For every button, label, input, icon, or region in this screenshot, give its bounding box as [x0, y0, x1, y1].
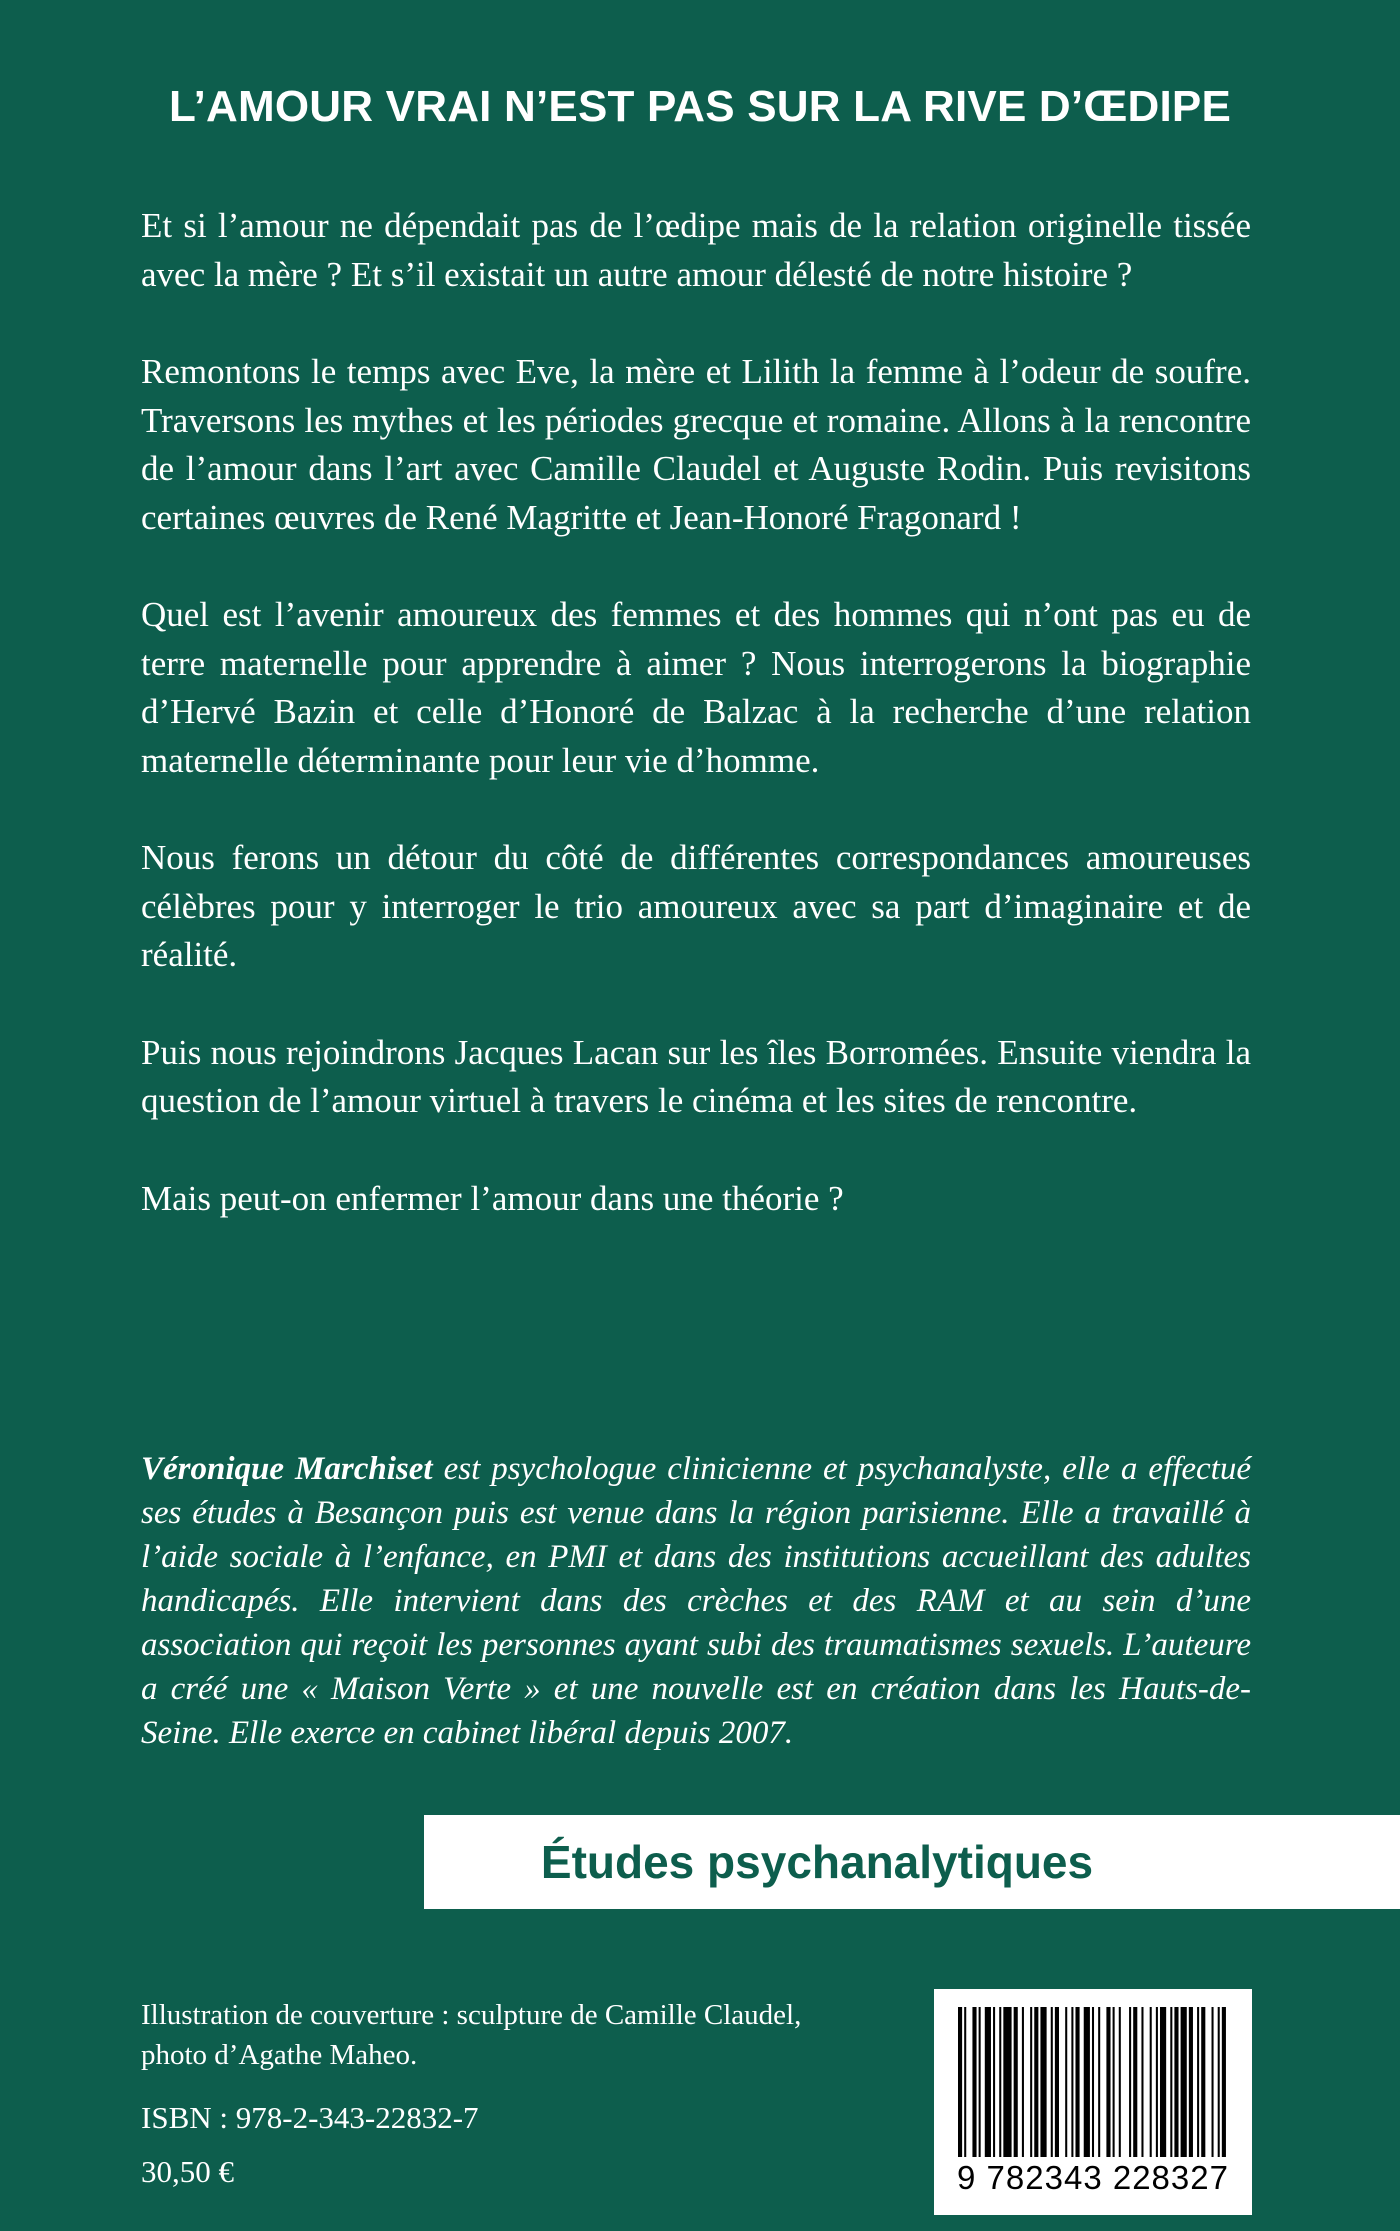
series-banner	[424, 1815, 1400, 1909]
author-name: Véronique Marchiset	[141, 1451, 433, 1487]
barcode-bar	[1150, 2007, 1152, 2157]
barcode-bar	[1181, 2007, 1187, 2157]
synopsis-paragraph: Puis nous rejoindrons Jacques Lacan sur les îles Borromées. Ensuite viendra la question de l’amour virtuel à travers le cinéma et les sites de rencontre.	[141, 1032, 1251, 1120]
barcode-bar	[1040, 2007, 1046, 2157]
barcode-digits: 9 782343 228327	[957, 2159, 1229, 2196]
barcode-bar	[1084, 2007, 1090, 2157]
barcode-bar	[1075, 2007, 1079, 2157]
barcode-bar	[1051, 2007, 1053, 2157]
synopsis	[141, 202, 1251, 1272]
book-title: L’AMOUR VRAI N’EST PAS SUR LA RIVE D’ŒDIPE	[168, 82, 1232, 131]
barcode-bar	[1034, 2007, 1038, 2157]
credits-line: Illustration de couverture : sculpture de Camille Claudel,	[141, 1999, 802, 2031]
barcode-bar	[1133, 2007, 1137, 2157]
barcode-bar	[1201, 2007, 1205, 2157]
isbn: ISBN : 978-2-343-22832-7	[141, 2100, 479, 2135]
barcode-bar	[1071, 2007, 1073, 2157]
author-bio-text: est psychologue clinicienne et psychanalyste, elle a effectué ses études à Besançon puis est venue dans la région parisienne. Elle a travaillé à l’aide sociale à l’enfance, en PMI et dans des institutions accueillant des adultes handicapés. Elle intervient dans des crèches et des RAM et au sein d’une association qui reçoit les personnes ayant subi des traumatismes sexuels. L’auteure a créé une « Maison Verte » et une nouvelle est en création dans les Hauts-de-Seine. Elle exerce en cabinet libéral depuis 2007.	[141, 1451, 1251, 1751]
barcode-bars	[958, 2007, 1228, 2157]
barcode-bar	[1106, 2007, 1110, 2157]
barcode-bar	[1197, 2007, 1199, 2157]
barcode-bar	[1189, 2007, 1193, 2157]
barcode-bar	[1160, 2007, 1166, 2157]
barcode-bar	[1156, 2007, 1158, 2157]
barcode-bar	[1174, 2007, 1178, 2157]
synopsis-paragraph: Mais peut-on enfermer l’amour dans une théorie ?	[141, 1178, 844, 1218]
barcode-bar	[993, 2007, 995, 2157]
barcode	[934, 1989, 1252, 2215]
barcode-bar	[1014, 2007, 1018, 2157]
barcode-bar	[1022, 2007, 1024, 2157]
barcode-bar	[1119, 2007, 1121, 2157]
barcode-bar	[972, 2007, 976, 2157]
barcode-bar	[1098, 2007, 1100, 2157]
synopsis-paragraph: Remontons le temps avec Eve, la mère et Lilith la femme à l’odeur de soufre. Traversons les mythes et les périodes grecque et romaine. Allons à la rencontre de l’amour dans l’art avec Camille Claudel et Auguste Rodin. Puis revisitons certaines œuvres de René Magritte et Jean-Honoré Fragonard !	[141, 352, 1251, 537]
series-label: Études psychanalytiques	[540, 1836, 1094, 1888]
synopsis-paragraph: Quel est l’avenir amoureux des femmes et des hommes qui n’ont pas eu de terre maternelle pour apprendre à aimer ? Nous interrogerons la biographie d’Hervé Bazin et celle d’Honoré de Balzac à la recherche d’une relation maternelle déterminante pour leur vie d’homme.	[141, 595, 1251, 780]
barcode-bar	[958, 2007, 962, 2157]
barcode-bar	[1141, 2007, 1143, 2157]
barcode-bar	[1055, 2007, 1059, 2157]
barcode-bar	[985, 2007, 991, 2157]
barcode-bar	[1113, 2007, 1115, 2157]
credits-line: photo d’Agathe Maheo.	[141, 2039, 418, 2071]
barcode-bar	[1003, 2007, 1011, 2157]
barcode-bar	[979, 2007, 981, 2157]
author-bio	[141, 1447, 1251, 1755]
barcode-bar	[1030, 2007, 1032, 2157]
barcode-bar	[964, 2007, 966, 2157]
barcode-bar	[1218, 2007, 1220, 2157]
barcode-bar	[1065, 2007, 1067, 2157]
barcode-bar	[1222, 2007, 1226, 2157]
cover-credits	[141, 1995, 941, 2075]
barcode-bar	[1212, 2007, 1214, 2157]
barcode-bar	[1170, 2007, 1172, 2157]
price: 30,50 €	[141, 2154, 234, 2189]
barcode-bar	[1129, 2007, 1131, 2157]
synopsis-paragraph: Et si l’amour ne dépendait pas de l’œdipe mais de la relation originelle tissée avec la mère ? Et s’il existait un autre amour délesté de notre histoire ?	[141, 206, 1251, 294]
barcode-bar	[999, 2007, 1001, 2157]
synopsis-paragraph: Nous ferons un détour du côté de différentes correspondances amoureuses célèbres pour y interroger le trio amoureux avec sa part d’imaginaire et de réalité.	[141, 838, 1251, 974]
barcode-bar	[1092, 2007, 1094, 2157]
